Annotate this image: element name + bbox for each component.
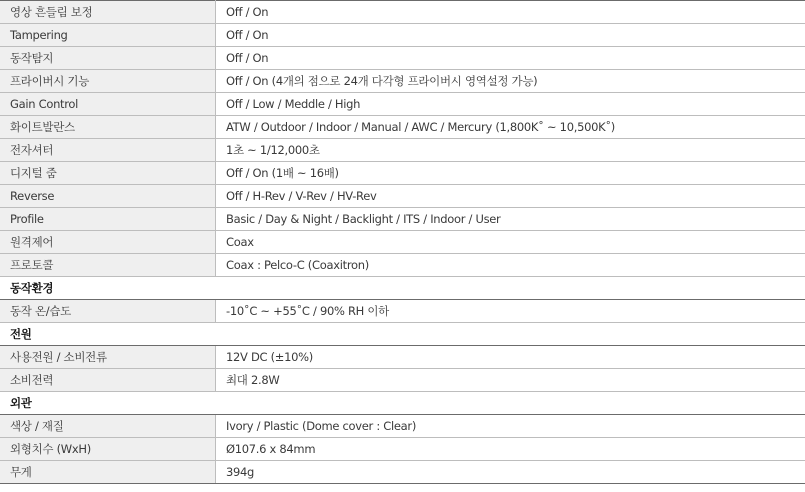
table-row <box>0 162 805 185</box>
spec-label: 무게 <box>0 461 216 484</box>
spec-label: 전자셔터 <box>0 139 216 162</box>
spec-label: 프로토콜 <box>0 254 216 277</box>
table-row <box>0 231 805 254</box>
table-row <box>0 185 805 208</box>
table-row <box>0 47 805 70</box>
spec-value: 1초 ~ 1/12,000초 <box>216 139 805 162</box>
spec-value: 12V DC (±10%) <box>216 346 805 369</box>
table-row <box>0 116 805 139</box>
section-header-exterior <box>0 392 805 415</box>
table-row <box>0 461 805 484</box>
spec-value: Off / On (4개의 점으로 24개 다각형 프라이버시 영역설정 가능) <box>216 70 805 93</box>
spec-label: Profile <box>0 208 216 231</box>
section-header-power <box>0 323 805 346</box>
spec-value: Off / Low / Meddle / High <box>216 93 805 116</box>
table-row <box>0 24 805 47</box>
spec-label: 동작탐지 <box>0 47 216 70</box>
table-row <box>0 415 805 438</box>
spec-label: 소비전력 <box>0 369 216 392</box>
section-title: 외관 <box>0 392 805 415</box>
table-row <box>0 300 805 323</box>
spec-label: Gain Control <box>0 93 216 116</box>
spec-label: 동작 온/습도 <box>0 300 216 323</box>
spec-label: Tampering <box>0 24 216 47</box>
spec-value: Off / On <box>216 1 805 24</box>
spec-value: Off / On (1배 ~ 16배) <box>216 162 805 185</box>
spec-label: Reverse <box>0 185 216 208</box>
spec-value: 394g <box>216 461 805 484</box>
spec-value: ATW / Outdoor / Indoor / Manual / AWC / Mercury (1,800K˚ ~ 10,500K˚) <box>216 116 805 139</box>
spec-value: Off / On <box>216 47 805 70</box>
spec-label: 색상 / 재질 <box>0 415 216 438</box>
spec-label: 영상 흔들림 보정 <box>0 1 216 24</box>
table-row <box>0 208 805 231</box>
table-row <box>0 254 805 277</box>
table-row <box>0 70 805 93</box>
spec-value: -10˚C ~ +55˚C / 90% RH 이하 <box>216 300 805 323</box>
spec-value: Off / On <box>216 24 805 47</box>
section-header-operating-environment <box>0 277 805 300</box>
spec-label: 화이트발란스 <box>0 116 216 139</box>
spec-value: Coax <box>216 231 805 254</box>
spec-value: Ivory / Plastic (Dome cover : Clear) <box>216 415 805 438</box>
spec-label: 디지털 줌 <box>0 162 216 185</box>
table-row <box>0 369 805 392</box>
spec-value: Off / H-Rev / V-Rev / HV-Rev <box>216 185 805 208</box>
spec-value: Basic / Day & Night / Backlight / ITS / Indoor / User <box>216 208 805 231</box>
spec-label: 사용전원 / 소비전류 <box>0 346 216 369</box>
spec-value: 최대 2.8W <box>216 369 805 392</box>
section-title: 동작환경 <box>0 277 805 300</box>
table-row <box>0 438 805 461</box>
spec-value: Coax : Pelco-C (Coaxitron) <box>216 254 805 277</box>
spec-label: 프라이버시 기능 <box>0 70 216 93</box>
spec-label: 외형치수 (WxH) <box>0 438 216 461</box>
table-row <box>0 139 805 162</box>
spec-label: 원격제어 <box>0 231 216 254</box>
table-row <box>0 93 805 116</box>
section-title: 전원 <box>0 323 805 346</box>
spec-value: Ø107.6 x 84mm <box>216 438 805 461</box>
table-row <box>0 346 805 369</box>
table-row <box>0 1 805 24</box>
